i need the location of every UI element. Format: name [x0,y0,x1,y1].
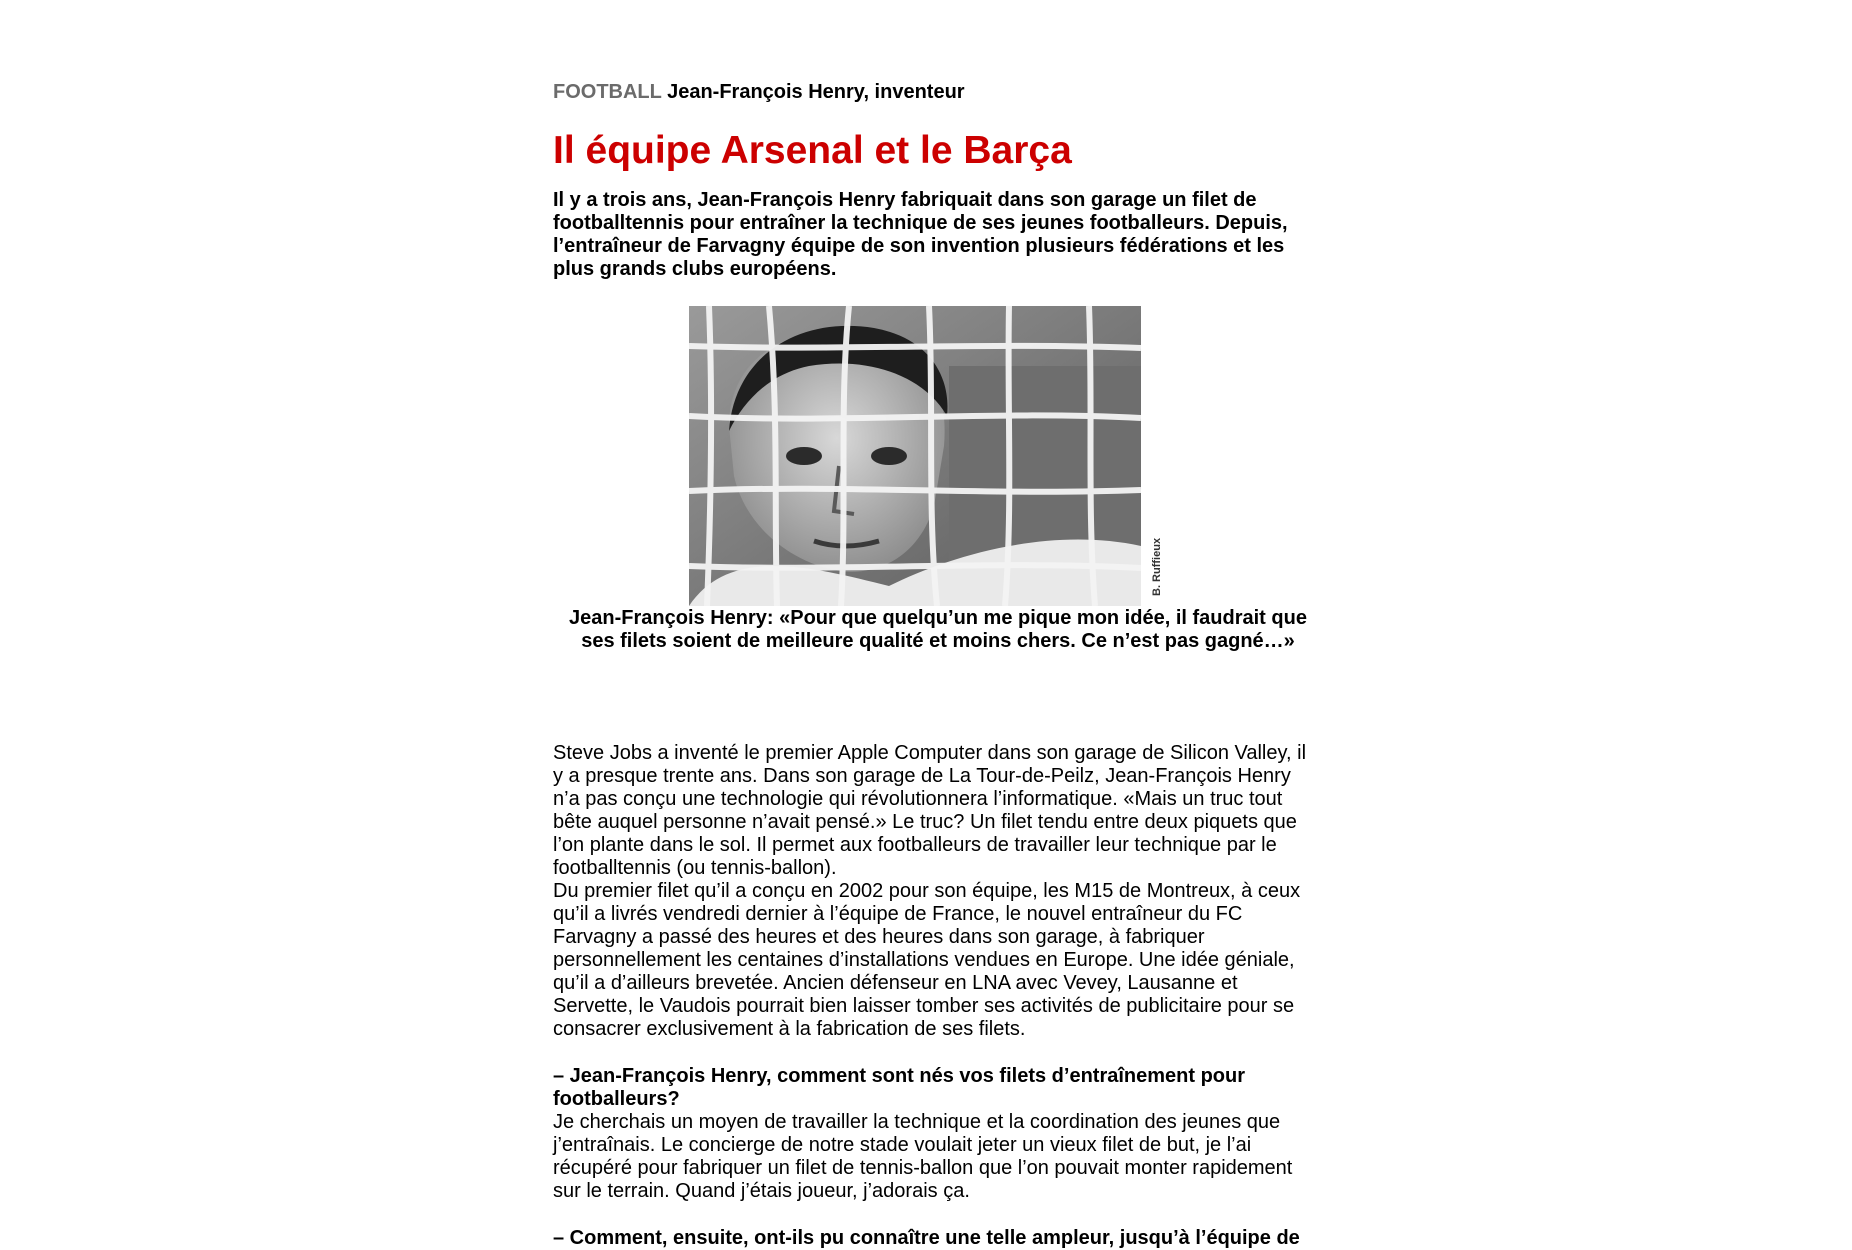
portrait-photo-image [689,306,1141,606]
photo-caption: Jean-François Henry: «Pour que quelqu’un me pique mon idée, il faudrait que ses filets soient de meilleure qualité et moins chers. Ce n’est pas gagné…» [569,607,1307,652]
kicker-topic: Jean-François Henry, inventeur [667,81,965,103]
article-body [553,742,1313,1250]
interview-answer-1: Je cherchais un moyen de travailler la technique et la coordination des jeunes que j’entraînais. Le concierge de notre stade voulait jeter un vieux filet de but, je l’ai récupéré pour fabriquer un filet de tennis-ballon que l’on pouvait monter rapidement sur le terrain. Quand j’étais joueur, j’adorais ça. [553,1111,1293,1202]
photo-credit: B. Ruffieux [1151,537,1163,596]
portrait-photo [689,306,1141,606]
section-rubric: FOOTBALL [553,81,662,103]
interview-question-2: – Comment, ensuite, ont-ils pu connaître une telle ampleur, jusqu’à l’équipe de [553,1227,1300,1249]
photo-figure [553,306,1323,652]
article-title: Il équipe Arsenal et le Barça [553,129,1072,172]
kicker [553,80,1323,104]
interview-question-1: – Jean-François Henry, comment sont nés vos filets d’entraînement pour footballeurs? [553,1065,1246,1110]
body-paragraph-1: Steve Jobs a inventé le premier Apple Computer dans son garage de Silicon Valley, il y a presque trente ans. Dans son garage de La Tour-de-Peilz, Jean-François Henry n’a pas conçu une technologie qui révolutionnera l’informatique. «Mais un truc tout bête auquel personne n’avait pensé.» Le truc? Un filet tendu entre deux piquets que l’on plante dans le sol. Il permet aux footballeurs de travailler leur technique par le footballtennis (ou tennis-ballon). [553,742,1307,879]
article-lead: Il y a trois ans, Jean-François Henry fabriquait dans son garage un filet de footballtennis pour entraîner la technique de ses jeunes footballeurs. Depuis, l’entraîneur de Farvagny équipe de son invention plusieurs fédérations et les plus grands clubs européens. [553,189,1288,280]
body-paragraph-2: Du premier filet qu’il a conçu en 2002 pour son équipe, les M15 de Montreux, à ceux qu’il a livrés vendredi dernier à l’équipe de France, le nouvel entraîneur du FC Farvagny a passé des heures et des heures dans son garage, à fabriquer personnellement les centaines d’installations vendues en Europe. Une idée géniale, qu’il a d’ailleurs brevetée. Ancien défenseur en LNA avec Vevey, Lausanne et Servette, le Vaudois pourrait bien laisser tomber ses activités de publicitaire pour se consacrer exclusivement à la fabrication de ses filets. [553,880,1301,1040]
article [553,80,1323,1250]
